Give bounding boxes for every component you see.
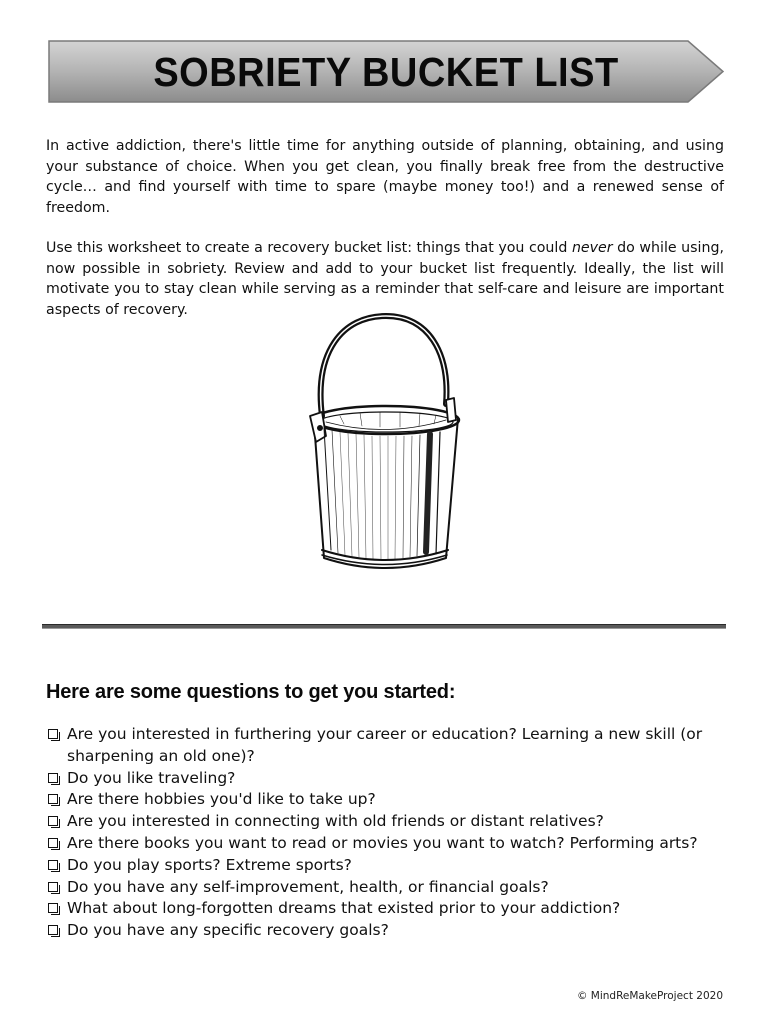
checkbox[interactable] [48,838,58,848]
checkbox[interactable] [48,925,58,935]
checklist-item-text: Do you have any specific recovery goals? [67,921,389,940]
checklist-item [46,724,736,768]
checkbox[interactable] [48,860,58,870]
checkbox[interactable] [48,773,58,783]
checkbox[interactable] [48,903,58,913]
checklist-item [46,768,736,790]
checklist-item-text: Are you interested in connecting with old friends or distant relatives? [67,812,604,831]
intro-paragraph-2 [46,238,724,320]
checkbox[interactable] [48,882,58,892]
checklist-item-text: Do you play sports? Extreme sports? [67,855,352,874]
page-title: SOBRIETY BUCKET LIST [153,50,619,96]
intro-paragraph-2-start: Use this worksheet to create a recovery bucket list: things that you could [46,240,572,256]
checkbox[interactable] [48,729,58,739]
bucket-icon [300,312,470,582]
bucket-illustration [300,312,470,586]
checkbox[interactable] [48,816,58,826]
intro-paragraph-1: In active addiction, there's little time for anything outside of planning, obtaining, and using your substance of choice. When you get clean, you finally break free from the destructive cycle… and find yourself with time to spare (maybe money too!) and a renewed sense of freedom. [46,138,724,216]
checklist-item-text: Are there books you want to read or movies you want to watch? Performing arts? [67,833,698,852]
intro-paragraph-2-end: do while using, now possible in sobriety. Review and add to your bucket list frequently. Ideally, the list will motivate you to stay clean while serving as a reminder that self-care and leisure are important aspects of recovery. [46,240,724,318]
checklist-item-text: Are there hobbies you'd like to take up? [67,790,376,809]
checkbox[interactable] [48,794,58,804]
emphasis-never: never [571,240,613,256]
copyright-footer: © MindReMakeProject 2020 [576,990,723,1002]
checklist-item [46,898,736,920]
questions-list [46,724,736,942]
section-divider [42,624,726,629]
checklist-item [46,833,736,855]
checklist-item-text: Are you interested in furthering your career or education? Learning a new skill (or sharpening an old one)? [67,725,703,765]
checklist-item [46,877,736,899]
intro-text [46,136,724,320]
checklist-item-text: Do you like traveling? [67,768,236,787]
checklist-item-text: Do you have any self-improvement, health, or financial goals? [67,877,549,896]
checklist-item [46,811,736,833]
checklist-item [46,855,736,877]
checklist-item [46,789,736,811]
checklist-item-text: What about long-forgotten dreams that existed prior to your addiction? [67,899,621,918]
questions-heading: Here are some questions to get you started: [46,681,456,703]
checklist-item [46,920,736,942]
title-banner [48,40,724,103]
